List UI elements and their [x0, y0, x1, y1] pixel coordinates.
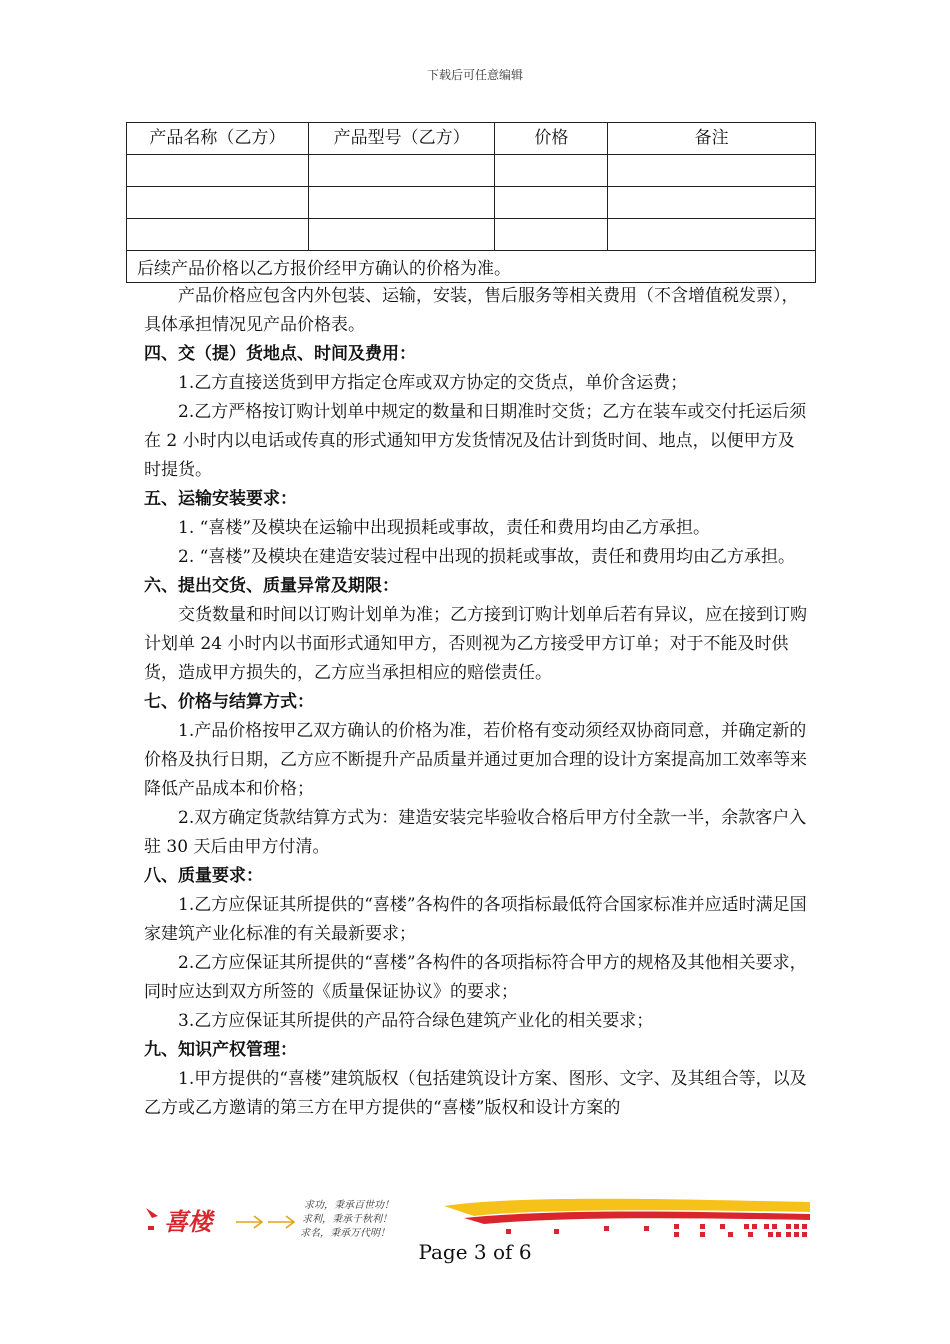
paragraph: 2. “喜楼”及模块在建造安装过程中出现的损耗或事故，责任和费用均由乙方承担。	[178, 547, 796, 567]
section-heading: 八、质量要求：	[144, 866, 263, 886]
paragraph: 2.乙方应保证其所提供的“喜楼”各构件的各项指标符合甲方的规格及其他相关要求，同时应达到双方所签的《质量保证协议》的要求；	[144, 953, 807, 1002]
table-note-row	[127, 251, 816, 283]
logo-text: 喜楼	[164, 1208, 212, 1236]
paragraph: 交货数量和时间以订购计划单为准；乙方接到订购计划单后若有异议，应在接到订购计划单 24 小时内以书面形式通知甲方，否则视为乙方接受甲方订单；对于不能及时供货，造成甲方损失的，乙方应当承担相应的赔偿责任。	[144, 605, 807, 683]
price-table	[126, 122, 816, 283]
table-header-row	[127, 123, 816, 155]
header-product-model: 产品型号（乙方）	[308, 123, 495, 155]
paragraph: 2.乙方严格按订购计划单中规定的数量和日期准时交货；乙方在装车或交付托运后须在 2 小时内以电话或传真的形式通知甲方发货情况及估计到货时间、地点，以便甲方及时提货。	[144, 402, 807, 480]
table-cell	[608, 155, 816, 187]
double-arrow-icon	[236, 1216, 294, 1228]
header-remarks: 备注	[608, 123, 816, 155]
table-cell	[495, 219, 608, 251]
header-price: 价格	[495, 123, 608, 155]
table-cell	[308, 187, 495, 219]
paragraph: 1.乙方直接送货到甲方指定仓库或双方协定的交货点，单价含运费；	[178, 373, 688, 393]
table-note: 后续产品价格以乙方报价经甲方确认的价格为准。	[127, 251, 816, 283]
page-header: 下载后可任意编辑	[426, 68, 523, 82]
footer-banner	[144, 1196, 810, 1242]
paragraph: 产品价格应包含内外包装、运输，安装，售后服务等相关费用（不含增值税发票），具体承担情况见产品价格表。	[144, 286, 799, 335]
paragraph: 1. “喜楼”及模块在运输中出现损耗或事故，责任和费用均由乙方承担。	[178, 518, 711, 538]
logo-arrow-icon	[146, 1208, 158, 1218]
page-number: Page 3 of 6	[418, 1240, 532, 1264]
table-cell	[127, 155, 309, 187]
section-heading: 五、运输安装要求：	[144, 489, 297, 509]
paragraph: 1.产品价格按甲乙双方确认的价格为准，若价格有变动须经双协商同意，并确定新的价格及执行日期，乙方应不断提升产品质量并通过更加合理的设计方案提高加工效率等来降低产品成本和价格；	[144, 721, 807, 799]
slogan-line: 求名，秉承万代明！	[300, 1228, 390, 1239]
footer-logo-graphic	[144, 1196, 810, 1242]
section-heading: 七、价格与结算方式：	[144, 692, 314, 712]
slogan-line: 求功，秉承百世功！	[304, 1200, 394, 1211]
red-dot-pattern	[506, 1224, 807, 1237]
table-row	[127, 187, 816, 219]
paragraph: 1.乙方应保证其所提供的“喜楼”各构件的各项指标最低符合国家标准并应适时满足国家建筑产业化标准的有关最新要求；	[144, 895, 807, 944]
document-body	[144, 282, 810, 1123]
header-product-name: 产品名称（乙方）	[127, 123, 309, 155]
table-row	[127, 219, 816, 251]
section-heading: 九、知识产权管理：	[144, 1040, 297, 1060]
logo-dot-icon	[148, 1226, 154, 1230]
table-cell	[127, 187, 309, 219]
table-cell	[127, 219, 309, 251]
section-heading: 六、提出交货、质量异常及期限：	[144, 576, 399, 596]
table-cell	[608, 187, 816, 219]
table-cell	[308, 155, 495, 187]
table-cell	[495, 155, 608, 187]
paragraph: 1.甲方提供的“喜楼”建筑版权（包括建筑设计方案、图形、文字、及其组合等，以及乙方或乙方邀请的第三方在甲方提供的“喜楼”版权和设计方案的	[144, 1069, 807, 1118]
paragraph: 2.双方确定货款结算方式为：建造安装完毕验收合格后甲方付全款一半，余款客户入驻 30 天后由甲方付清。	[144, 808, 807, 857]
slogan-line: 求利，秉承千秋利！	[302, 1214, 392, 1225]
red-swoosh	[464, 1212, 810, 1225]
table-row	[127, 155, 816, 187]
paragraph: 3.乙方应保证其所提供的产品符合绿色建筑产业化的相关要求；	[178, 1011, 654, 1031]
section-heading: 四、交（提）货地点、时间及费用：	[144, 344, 416, 364]
table-cell	[308, 219, 495, 251]
table-cell	[608, 219, 816, 251]
table-cell	[495, 187, 608, 219]
